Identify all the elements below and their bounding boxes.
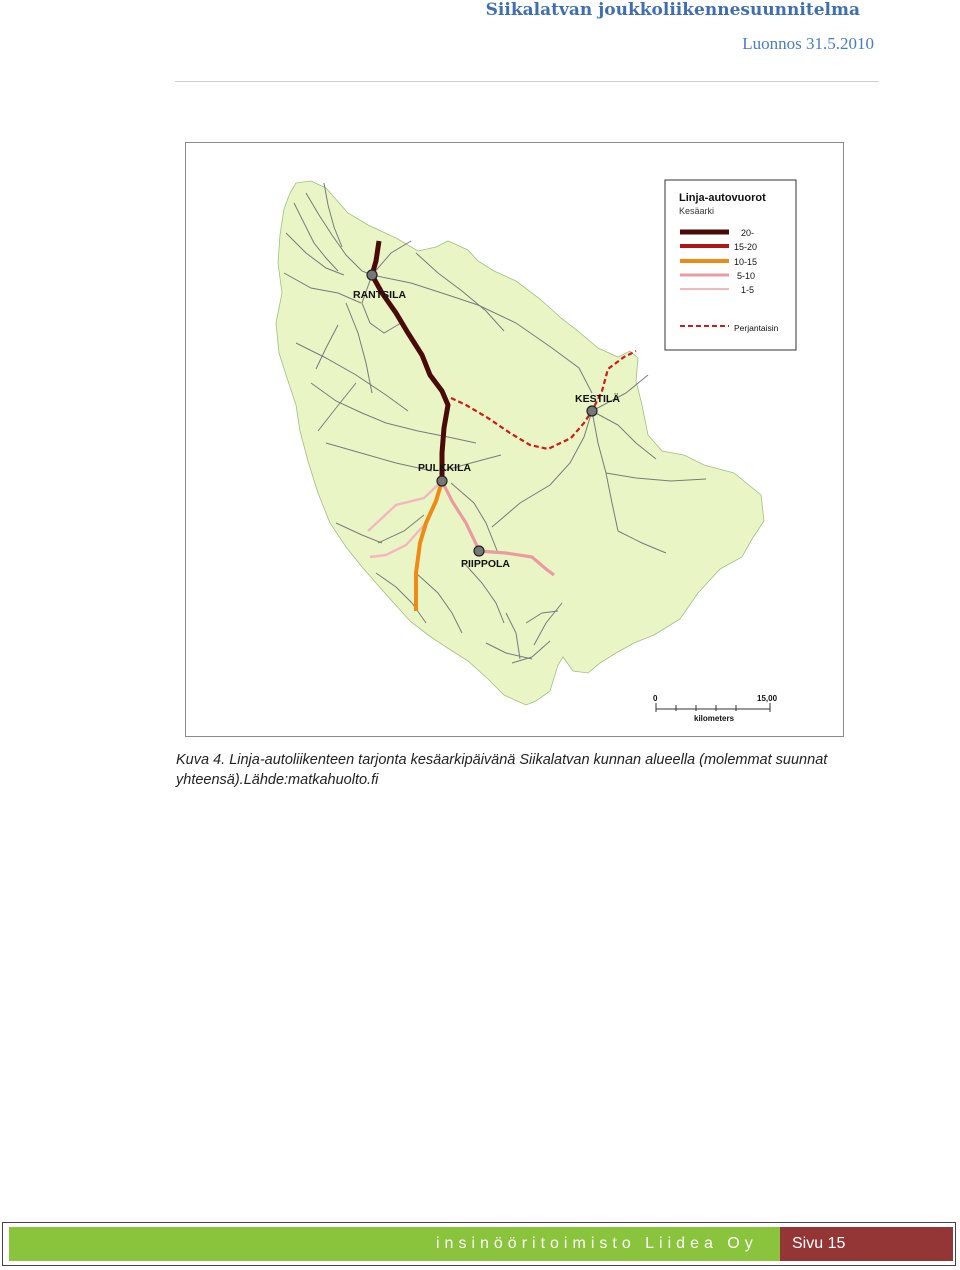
footer-page-box: [780, 1227, 953, 1261]
legend-subtitle: Kesäarki: [679, 206, 715, 216]
bus-service-map: [185, 142, 844, 737]
page-number: Sivu 15: [792, 1235, 846, 1252]
kestila-label: KESTILÄ: [575, 393, 620, 405]
legend-label-15-20: 15-20: [734, 242, 758, 252]
scale-unit: kilometers: [694, 714, 735, 723]
piippola-marker: [474, 546, 484, 556]
pulkkila-label: PULKKILA: [418, 462, 472, 474]
legend-title: Linja-autovuorot: [679, 192, 766, 204]
map-legend: [665, 180, 796, 350]
document-title: Siikalatvan joukkoliikennesuunnitelma: [485, 0, 860, 20]
footer-company: insinööritoimisto Liidea Oy: [436, 1235, 758, 1252]
rantsila-label: RANTSILA: [353, 289, 407, 301]
scale-start: 0: [653, 694, 658, 703]
figure-caption: Kuva 4. Linja-autoliikenteen tarjonta kesäarkipäivänä Siikalatvan kunnan alueella (molemmat suunnat yhteensä).Lähde:matkahuolto.fi: [176, 752, 828, 788]
scale-bar: [653, 694, 778, 723]
map-canvas: [186, 143, 844, 737]
legend-label-friday: Perjantaisin: [734, 323, 779, 333]
legend-label-5-10: 5-10: [737, 271, 756, 281]
legend-label-10-15: 10-15: [734, 257, 758, 267]
piippola-label: PIIPPOLA: [461, 558, 511, 570]
header-divider: [175, 81, 879, 82]
legend-label-1-5: 1-5: [741, 285, 755, 295]
kestila-marker: [587, 406, 597, 416]
pulkkila-marker: [437, 476, 447, 486]
rantsila-marker: [367, 270, 377, 280]
scale-end: 15,00: [757, 694, 778, 703]
legend-label-20: 20-: [741, 228, 755, 238]
document-date: Luonnos 31.5.2010: [742, 34, 874, 53]
